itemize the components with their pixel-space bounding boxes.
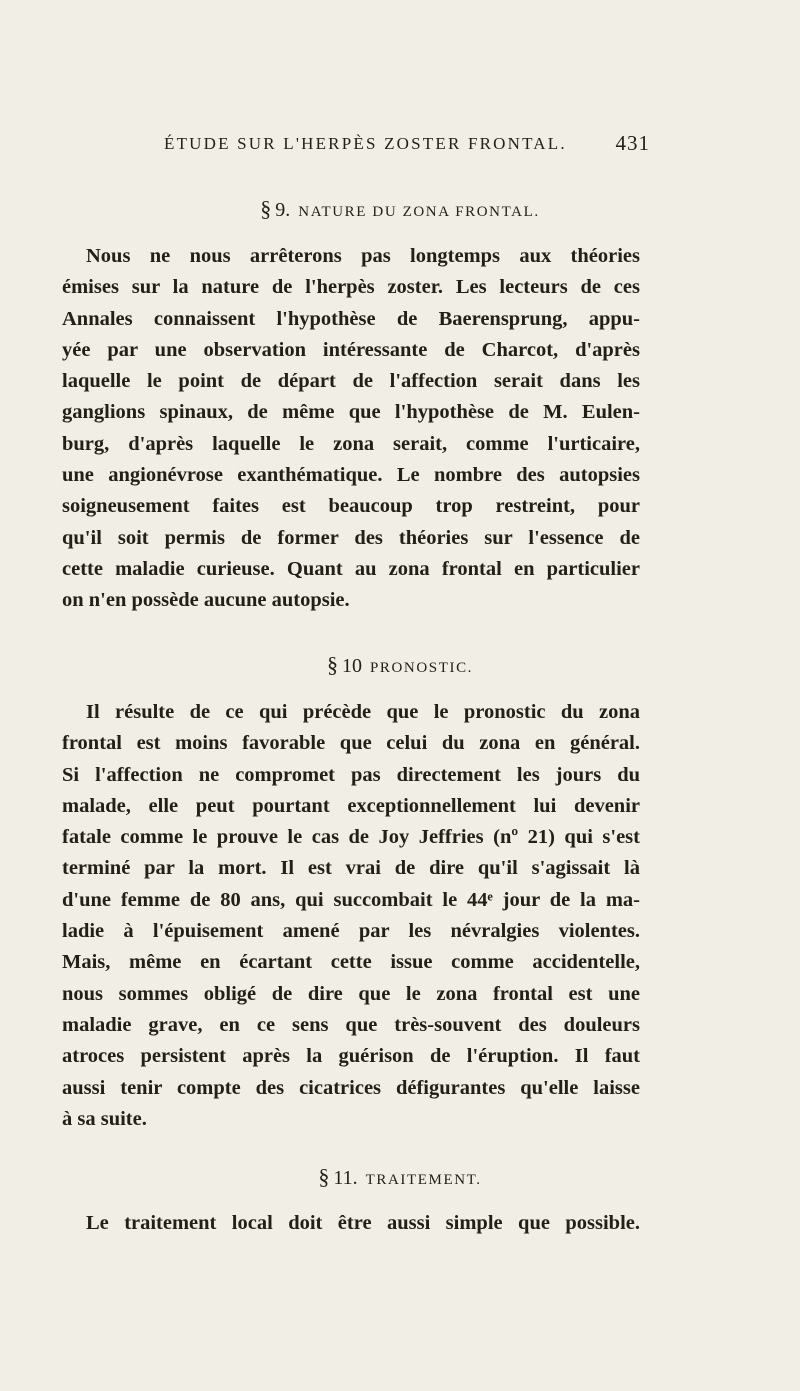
section-number: 9. (275, 199, 291, 221)
section-number: 10 (341, 655, 362, 677)
text-line: Si l'affection ne compromet pas directement les jours du (62, 763, 640, 786)
text-line: Nous ne nous arrêterons pas longtemps aux théories (86, 245, 640, 267)
text-line: burg, d'après laquelle le zona serait, comme l'urticaire, (62, 432, 640, 455)
text-line: ladie à l'épuisement amené par les névralgies violentes. (62, 920, 640, 943)
text-line: ganglions spinaux, de même que l'hypothèse de M. Eulen- (62, 401, 640, 424)
text-line: Annales connaissent l'hypothèse de Baerensprung, appu- (62, 307, 640, 330)
section-title: NATURE DU ZONA FRONTAL. (298, 204, 540, 220)
section-10-heading (0, 652, 800, 678)
text-line: aussi tenir compte des cicatrices défigurantes qu'elle laisse (62, 1076, 640, 1099)
text-line: malade, elle peut pourtant exceptionnellement lui devenir (62, 794, 640, 817)
text-line: maladie grave, en ce sens que très-souvent des douleurs (62, 1013, 640, 1036)
page-number: 431 (615, 131, 650, 155)
section-10-paragraph (62, 697, 640, 1135)
text-line: yée par une observation intéressante de Charcot, d'après (62, 338, 640, 361)
text-line: Il résulte de ce qui précède que le pronostic du zona (86, 701, 640, 723)
text-line: atroces persistent après la guérison de l'éruption. Il faut (62, 1045, 640, 1068)
section-11-paragraph (62, 1208, 640, 1239)
section-sign: § (318, 1164, 330, 1189)
section-title: TRAITEMENT. (365, 1172, 482, 1188)
text-line: cette maladie curieuse. Quant au zona frontal en particulier (62, 557, 640, 580)
section-9-paragraph (62, 241, 640, 617)
text-line: on n'en possède aucune autopsie. (62, 589, 350, 612)
text-line: à sa suite. (62, 1107, 147, 1130)
text-line: Le traitement local doit être aussi simple que possible. (86, 1212, 640, 1234)
text-line: d'une femme de 80 ans, qui succombait le 44ᵉ jour de la ma- (62, 888, 640, 911)
text-line: frontal est moins favorable que celui du zona en général. (62, 732, 640, 755)
section-11-heading (0, 1164, 800, 1190)
text-line: nous sommes obligé de dire que le zona frontal est une (62, 982, 640, 1005)
section-sign: § (326, 652, 338, 677)
text-line: laquelle le point de départ de l'affection serait dans les (62, 370, 640, 393)
section-number: 11. (333, 1167, 358, 1189)
text-line: fatale comme le prouve le cas de Joy Jeffries (nº 21) qui s'est (62, 826, 640, 849)
text-line: une angionévrose exanthématique. Le nombre des autopsies (62, 464, 640, 487)
running-head-title: ÉTUDE SUR L'HERPÈS ZOSTER FRONTAL. (164, 134, 567, 153)
section-sign: § (260, 196, 272, 221)
section-9-heading (0, 196, 800, 222)
running-head (140, 131, 650, 158)
text-line: soigneusement faites est beaucoup trop restreint, pour (62, 495, 640, 518)
text-line: émises sur la nature de l'herpès zoster. Les lecteurs de ces (62, 276, 640, 299)
section-title: PRONOSTIC. (369, 660, 474, 676)
text-line: qu'il soit permis de former des théories sur l'essence de (62, 526, 640, 549)
text-line: terminé par la mort. Il est vrai de dire qu'il s'agissait là (62, 857, 640, 880)
text-line: Mais, même en écartant cette issue comme accidentelle, (62, 951, 640, 974)
